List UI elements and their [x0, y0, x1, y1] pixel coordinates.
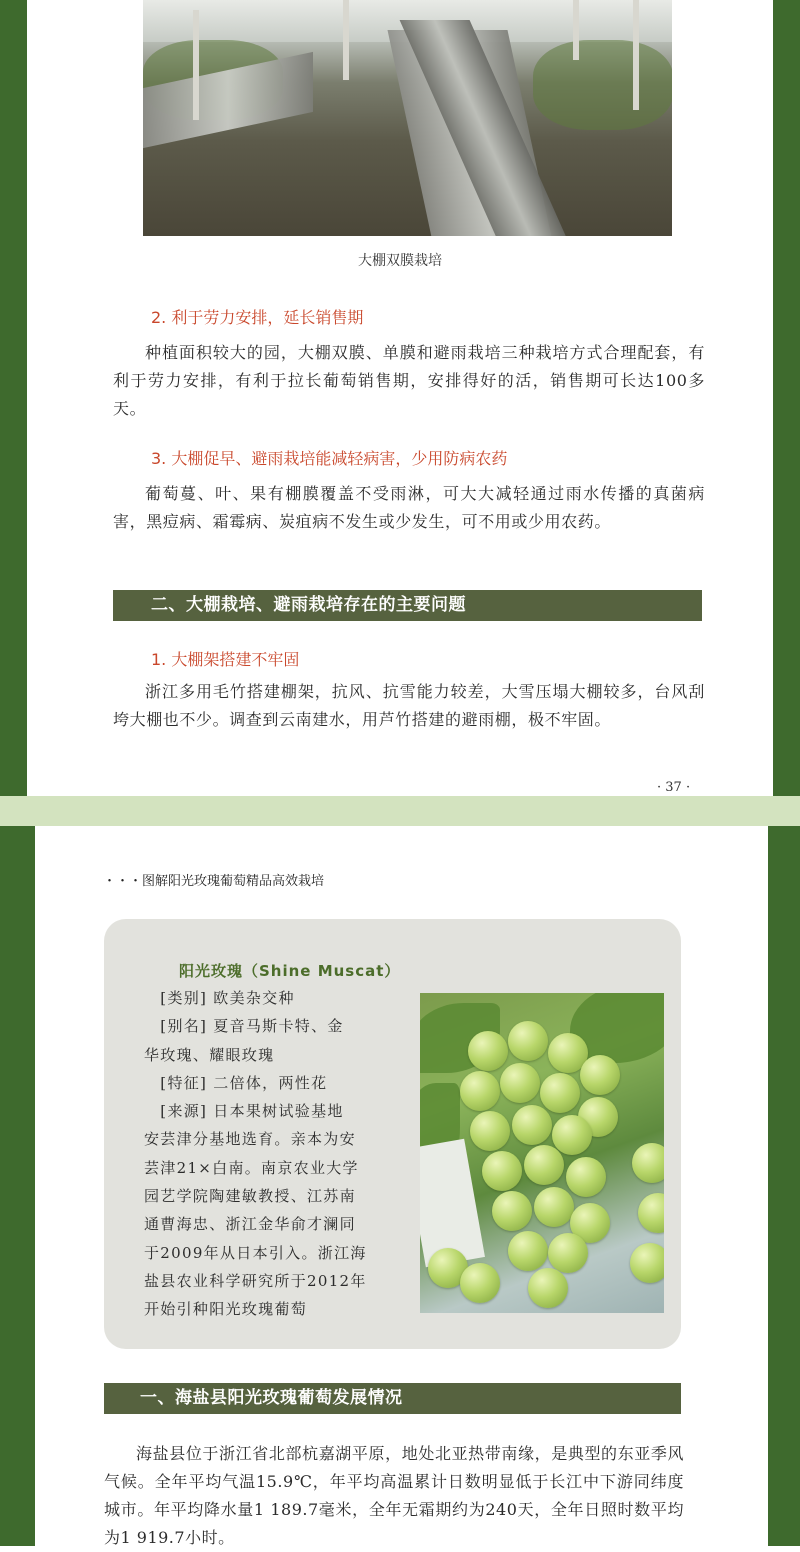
section-title-2: 二、大棚栽培、避雨栽培存在的主要问题	[113, 590, 702, 621]
photo-caption: 大棚双膜栽培	[358, 253, 442, 269]
card-line: 通曹海忠、浙江金华俞才澜同	[144, 1215, 356, 1234]
card-line: 安芸津分基地选育。亲本为安	[144, 1130, 356, 1149]
section-title-1: 一、海盐县阳光玫瑰葡萄发展情况	[104, 1383, 681, 1414]
card-line: 芸津21×白南。南京农业大学	[144, 1158, 359, 1177]
card-line: 开始引种阳光玫瑰葡萄	[144, 1300, 308, 1319]
haiyan-development-paragraph: 海盐县位于浙江省北部杭嘉湖平原，地处北亚热带南缘，是典型的东亚季风气候。全年平均气温15.9℃，年平均高温累计日数明显低于长江中下游同纬度城市。年平均降水量1 189.7毫米，全年无霜期约为240天，全年日照时数平均为1 919.7小时。	[104, 1444, 684, 1547]
subheading-2: 2. 利于劳力安排，延长销售期	[151, 308, 364, 327]
paragraph-1: 浙江多用毛竹搭建棚架，抗风、抗雪能力较差，大雪压塌大棚较多，台风刮垮大棚也不少。调查到云南建水，用芦竹搭建的避雨棚，极不牢固。	[113, 682, 705, 729]
paragraph-3: 葡萄蔓、叶、果有棚膜覆盖不受雨淋，可大大减轻通过雨水传播的真菌病害，黑痘病、霜霉病、炭疽病不发生或少发生，可不用或少用农药。	[113, 484, 705, 531]
running-head: ・・・图解阳光玫瑰葡萄精品高效栽培	[103, 874, 325, 889]
greenhouse-double-film-photo	[143, 0, 672, 236]
card-line: 于2009年从日本引入。浙江海	[144, 1243, 367, 1262]
card-line: [来源] 日本果树试验基地	[144, 1102, 344, 1121]
card-line: 盐县农业科学研究所于2012年	[144, 1271, 367, 1290]
card-line: [特征] 二倍体，两性花	[144, 1073, 328, 1092]
subheading-1: 1. 大棚架搭建不牢固	[151, 650, 300, 669]
card-line: 园艺学院陶建敏教授、江苏南	[144, 1187, 356, 1206]
subheading-3: 3. 大棚促早、避雨栽培能减轻病害，少用防病农药	[151, 449, 508, 468]
variety-title: 阳光玫瑰（Shine Muscat）	[179, 962, 401, 980]
card-line: [类别] 欧美杂交种	[144, 989, 295, 1007]
page-separator-band	[0, 796, 800, 826]
card-line: 华玫瑰、耀眼玫瑰	[144, 1045, 275, 1064]
shine-muscat-grape-photo	[420, 993, 664, 1313]
paragraph-2: 种植面积较大的园，大棚双膜、单膜和避雨栽培三种栽培方式合理配套，有利于劳力安排，有利于拉长葡萄销售期，安排得好的活，销售期可长达100多天。	[113, 343, 705, 418]
variety-description	[144, 984, 408, 1324]
page-number: · 37 ·	[657, 780, 691, 795]
card-line: [别名] 夏音马斯卡特、金	[144, 1017, 344, 1036]
